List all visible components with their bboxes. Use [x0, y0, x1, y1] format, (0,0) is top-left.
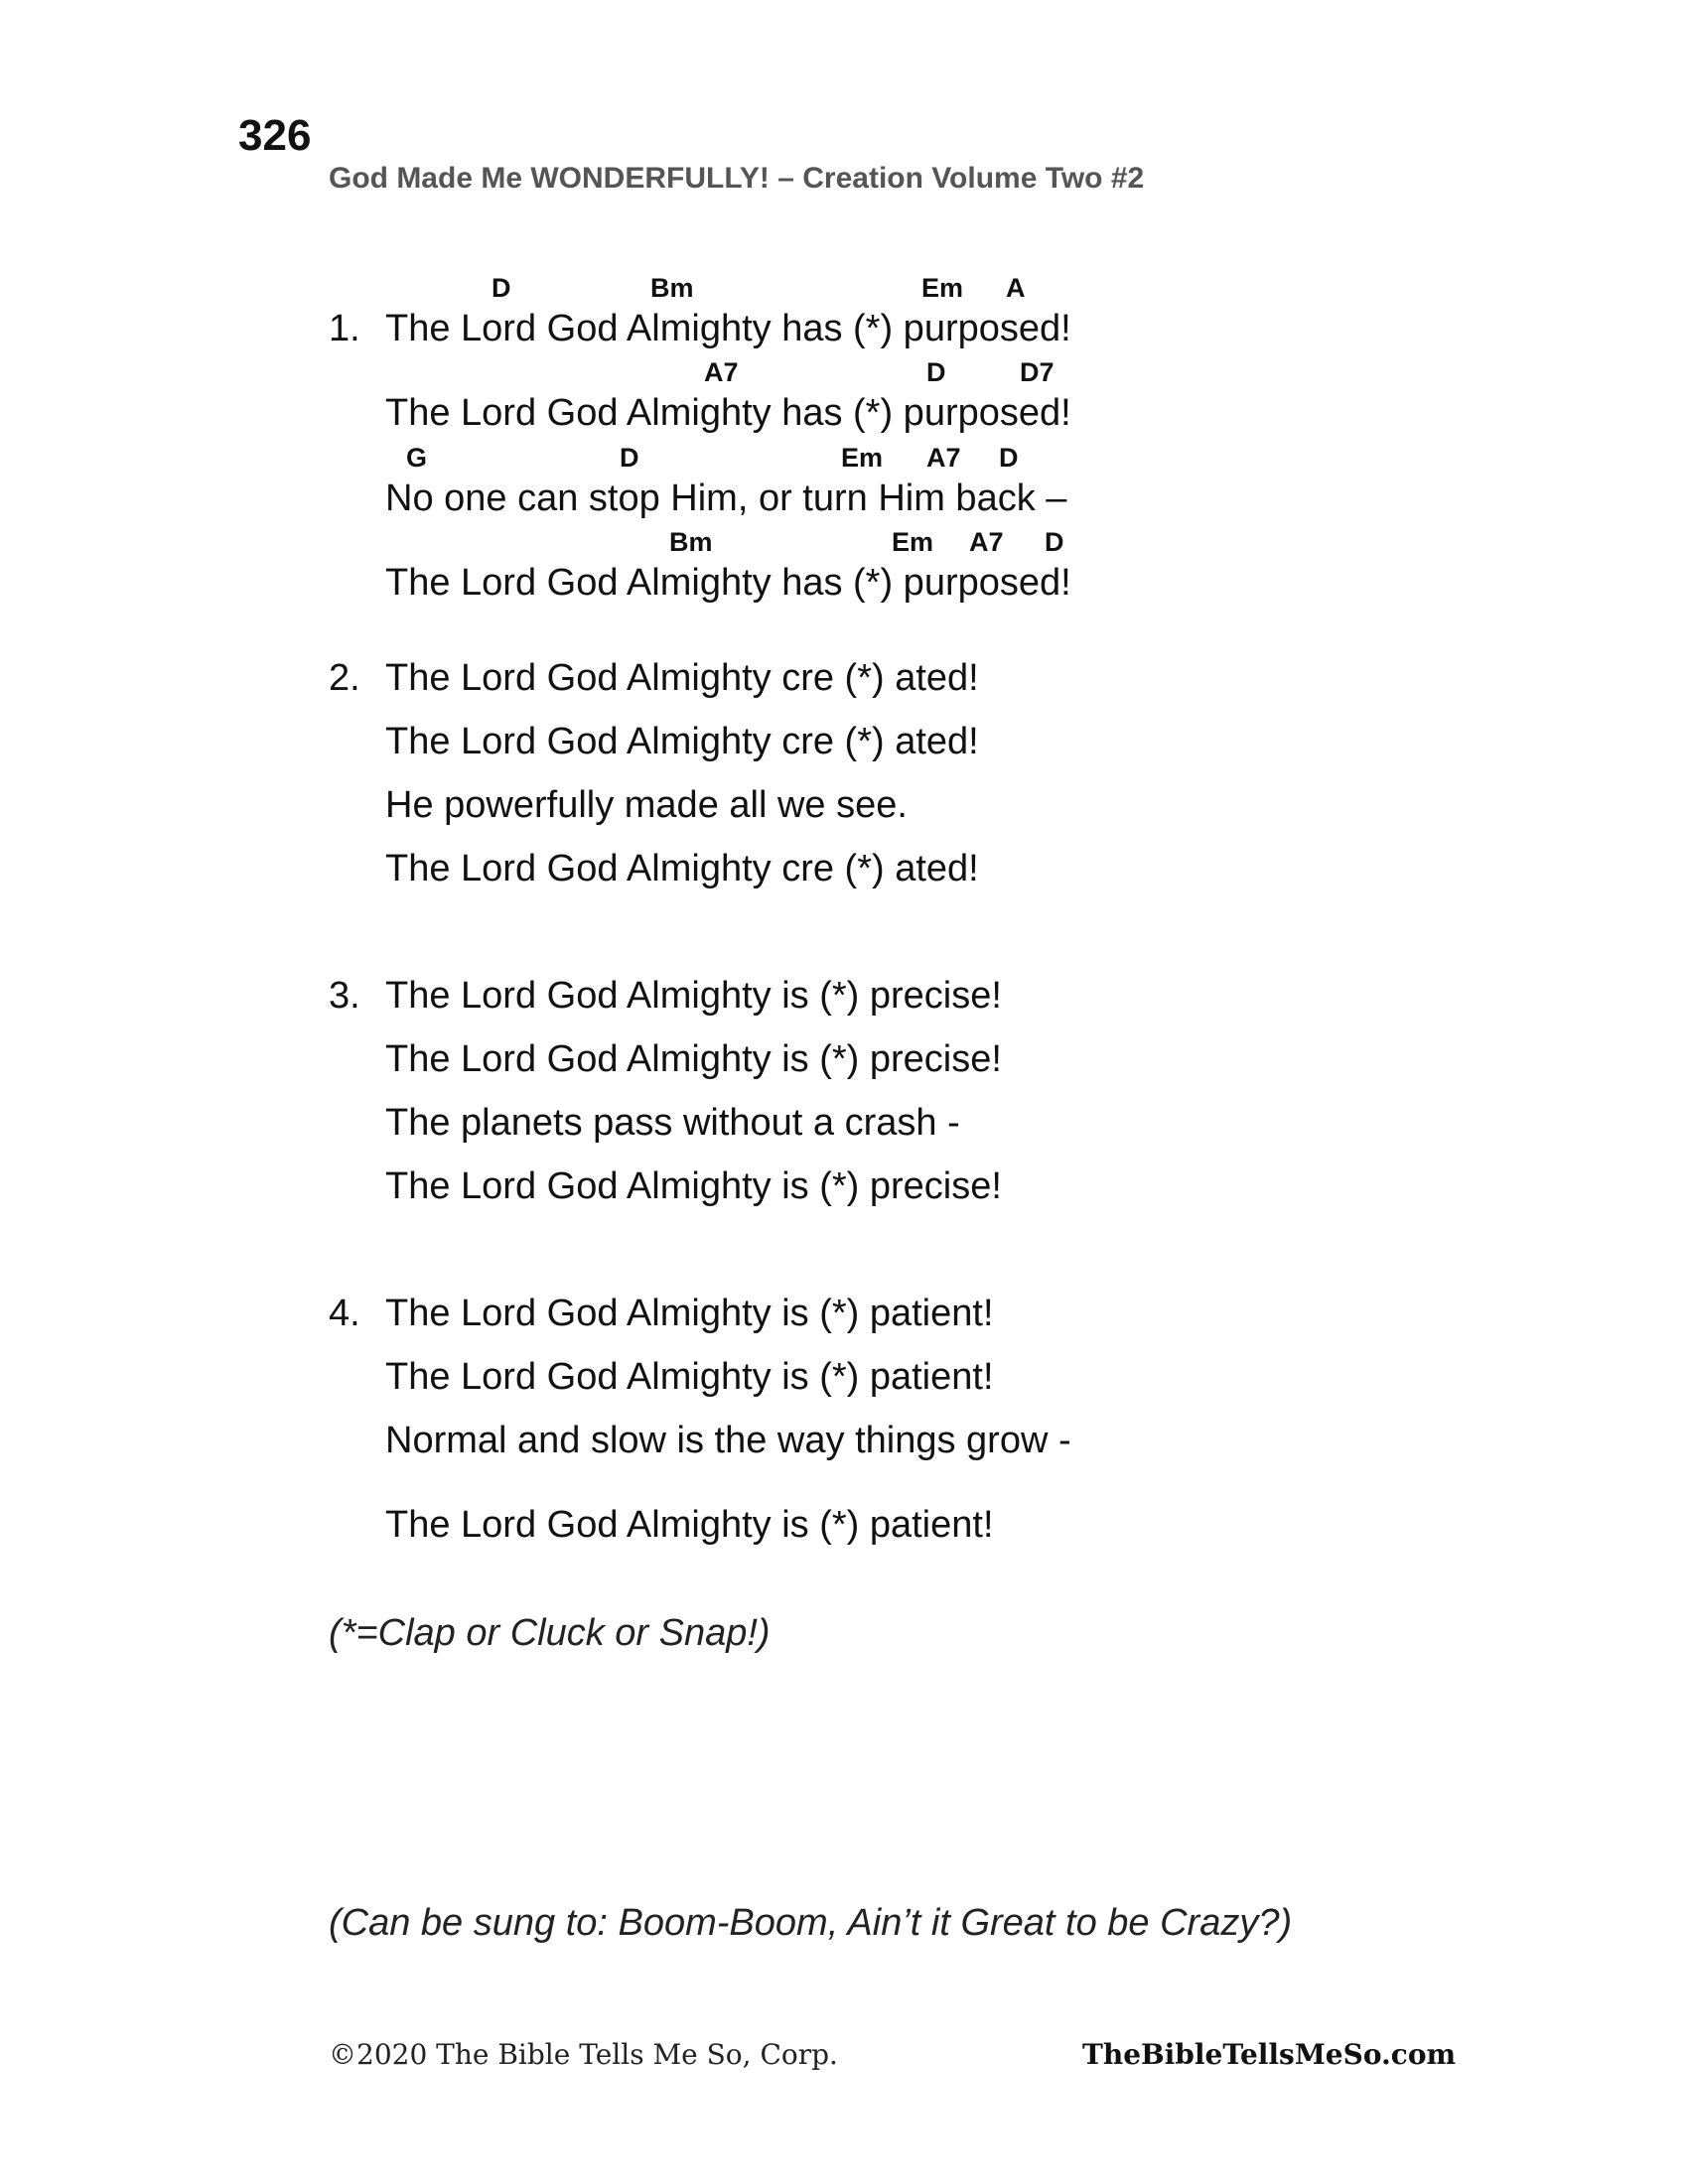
- verse-number: 1.: [329, 308, 360, 349]
- chord: A: [1006, 273, 1026, 303]
- chord: D7: [1020, 357, 1055, 387]
- tune-note: (Can be sung to: Boom-Boom, Ain’t it Great to be Crazy?): [329, 1902, 1293, 1944]
- clap-note: (*=Clap or Cluck or Snap!): [329, 1612, 771, 1654]
- chord: A7: [969, 527, 1004, 557]
- chord: A7: [926, 443, 961, 473]
- chord: D: [926, 357, 946, 387]
- chord: Em: [841, 443, 884, 473]
- lyric-line: The Lord God Almighty cre (*) ated!: [385, 657, 979, 699]
- chord: D: [492, 273, 511, 303]
- lyric-line: The Lord God Almighty is (*) precise!: [385, 1038, 1002, 1080]
- lyric-line: He powerfully made all we see.: [385, 784, 908, 826]
- chord: Bm: [669, 527, 713, 557]
- lyric-line: The Lord God Almighty is (*) patient!: [385, 1504, 994, 1546]
- lyric-line: The Lord God Almighty has (*) purposed!: [385, 562, 1071, 604]
- lyric-line: The Lord God Almighty cre (*) ated!: [385, 848, 979, 889]
- lyric-line: The Lord God Almighty is (*) patient!: [385, 1356, 994, 1398]
- chord: Em: [921, 273, 964, 303]
- chord: D: [999, 443, 1019, 473]
- lyric-line: The Lord God Almighty has (*) purposed!: [385, 392, 1071, 434]
- lyric-line: No one can stop Him, or turn Him back –: [385, 478, 1067, 519]
- lyric-line: The Lord God Almighty has (*) purposed!: [385, 308, 1071, 349]
- chord: G: [406, 443, 428, 473]
- verse-number: 2.: [329, 657, 360, 699]
- chord: Em: [892, 527, 934, 557]
- lyric-line: The Lord God Almighty is (*) precise!: [385, 975, 1002, 1017]
- copyright: ©2020 The Bible Tells Me So, Corp.: [329, 2038, 838, 2071]
- page-number: 326: [238, 111, 312, 160]
- song-title: God Made Me WONDERFULLY! – Creation Volume Two #2: [329, 162, 1145, 195]
- lyric-line: Normal and slow is the way things grow -: [385, 1420, 1071, 1461]
- chord: A7: [704, 357, 739, 387]
- verse-number: 3.: [329, 975, 360, 1017]
- chord: D: [1045, 527, 1064, 557]
- chord: Bm: [650, 273, 694, 303]
- lyric-line: The planets pass without a crash -: [385, 1102, 960, 1144]
- lyric-line: The Lord God Almighty cre (*) ated!: [385, 721, 979, 762]
- chord: D: [620, 443, 639, 473]
- verse-number: 4.: [329, 1293, 360, 1334]
- lyric-line: The Lord God Almighty is (*) precise!: [385, 1165, 1002, 1207]
- website-link[interactable]: TheBibleTellsMeSo.com: [1082, 2038, 1457, 2071]
- lyric-line: The Lord God Almighty is (*) patient!: [385, 1293, 994, 1334]
